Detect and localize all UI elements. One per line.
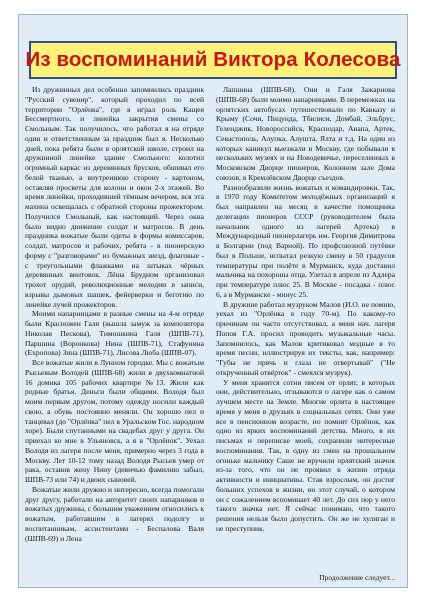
title-banner: [25, 41, 401, 79]
paragraph: В дружине работал музруком Малов (И.О. не помню, уехал из "Орлёнка в году 70-м). По какому-то причинам он часто отсутствовал, а меня нач. лагеря Попов Г.А. просил проводить музыкальные часы. Запомнилось, как Малов критиковал модные в то время песни, иллюстрируя их тексты, как, например: "Губы не прячь и глаза не отвертывай" ("Не открученный отвёрток" - смеялся музрук).: [216, 299, 395, 377]
page-title: Из воспоминаний Виктора Колесова: [25, 48, 401, 71]
page: [18, 14, 408, 588]
paragraph: Вожатые жили дружно и интересно, всегда помогали друг другу, работали на авторитет своих напарников и вожатых дружины, с большим уважением относились к вожатым, работавшим в лагерях подолгу и воспитанникам, ассистентами - Беспалова Валя (ШПВ-69) и Лена: [25, 484, 204, 543]
paragraph: Все вожатые жили в Лунном городке. Мы с вожатым Рысьевым Володей (ШПВ-68) жили в двухкомнатной 16 домика 105 рабочих квартире №13. Жили как родные братья. Деньги были общими. Володя был моим первым другом, потому одежду носили каждый свою, а обувь постоянно меняли. Он хорошо пел и танцевал (до "Орлёнка" пел в Уральском Гос. народном хоре). Были спутанными на свадебах друг у друга. Он приехал ко мне в Ульяновск, а я в "Орлёнок". Уехал Володя из лагеря после меня, примерно через 3 года в Москву. Лет 10-12 тому назад Володя Рысьев умер от рака, оставив жену Нину (девичью фамилию забыл, ШПВ-73 или 74) и двоих сыновей.: [25, 358, 204, 484]
paragraph: Разнообразили жизнь вожатых и командировки. Так, в 1970 году Комитетом молодёжных организаций я был направлен на месяц в качестве помощника делегации пионеров СССР (руководителем была начальник одного из лагерей Артека) в Международный пионерлагерь им. Георгия Димитрова в Болгарии (под Варной). По профсоюзной путёвке был в Польше, испытал резкую смену в 50 градусов температуры при полёте в Мурманск, куда доставил мальчика на похороны отца. Улетал в апреле из Адлера при температуре плюс 25. В Москве - посадка - плюс 6, а в Мурманске - минус 25.: [216, 182, 395, 299]
right-column: [216, 85, 395, 585]
paragraph: У меня хранятся сотни писем от орлят, в которых они, действительно, отзываются о лагере как о самом лучшем месте на Земле. Многие орлята в настоящее время у меня в друзьях в социальных сетях. Они уже все в пенсионном возрасте, но помнят Орлёнок, как одно из ярких воспоминаний детства. Много, в их письмах и переписке моей, сохранили интересные воспоминания. Так, в одну из смен на прошальном огоньке мальчику Саше не вручили орлятский значок из-за того, что он не проявил в жизни отряда активности и инициативы. Став взрослым, он достиг больших успехов в жизни, но этот случай, о котором он с сожалением вспоминает 40 лет. До сих пор у него такого значка нет. Я сейчас понимаю, что такого решения нельзя было допустить. Он же не хулиган и не преступник.: [216, 377, 395, 533]
paragraph: Моими напарницами в разные смены на 4-м отряде были Красножен Галя (вышла замуж за композитора Николая Пескова), Тимошкина Галя (ШПВ-71), Паршина (Воронкова) Нина (ШПВ-71), Стафунина (Ехропова) Зина (ШПВ-71), Лисова Люба (ШПВ-07).: [25, 309, 204, 358]
paragraph: Из дружинных дел особенно запомнились праздник "Русский сувенир", который проходил по всей территории "Орлёнка", где я играл роль Кащея Бессмертного, и линейка закрытия смены со Смольным. Так получилось, что работал я на отряде один и ответственным за праздник был я. Несколько дней, пока ребята были в орлятской школе, строил на дружинной линейке здание Смольного: колотил огромный каркас из деревянных брусков, обшивал его белой тканью, а внутреннюю сторону - картоном, оставляя просветы для колонн и окон 2-х этажей. Во время линейки, проходившей тёмным вечером, вся эта махина освещалась с обратной стороны прожектором. Получился Смольный, как настоящий. Через окна было видно движение солдат и матросов. В день праздника вожатые были одеты в формы комиссаров, солдат, матросов и рабочих, ребята - в пионерскую форму с "разговорами" из бумажных звезд, флаговые - с треугольными флажками на штыках чёрных деревянных винтовок. Лёша Брудном организовал трохот орудий, революционные мелодии в записи, взрывы дымовых шашек, фейерверки и беготню по линейке лучей прожекторов.: [25, 85, 204, 309]
continued-note: Продолжение следует...: [319, 573, 395, 583]
paragraph: Лапшина (ШПВ-68). Они и Галя Зажарнова (ШПВ-68) были моими напарницами. В перемежках на орлятских автобусах путешествовали по Кавказу и Крыму (Сочи, Пицунда, Тбилиси, Домбай, Эльбрус, Геленджик, Новороссийск, Краснодар, Анапа, Артек, Севастополь, Алупка, Алушта, Ялта и т.д. На один из которых каникул выезжали в Москву, где побывали в нескольких музеях и на Новодевичье, переселенных в Московском Дворце пионеров, Колонном зале Дома союзов, в Кремлёвском Дворце съездов.: [216, 85, 395, 182]
left-column: [25, 85, 204, 585]
